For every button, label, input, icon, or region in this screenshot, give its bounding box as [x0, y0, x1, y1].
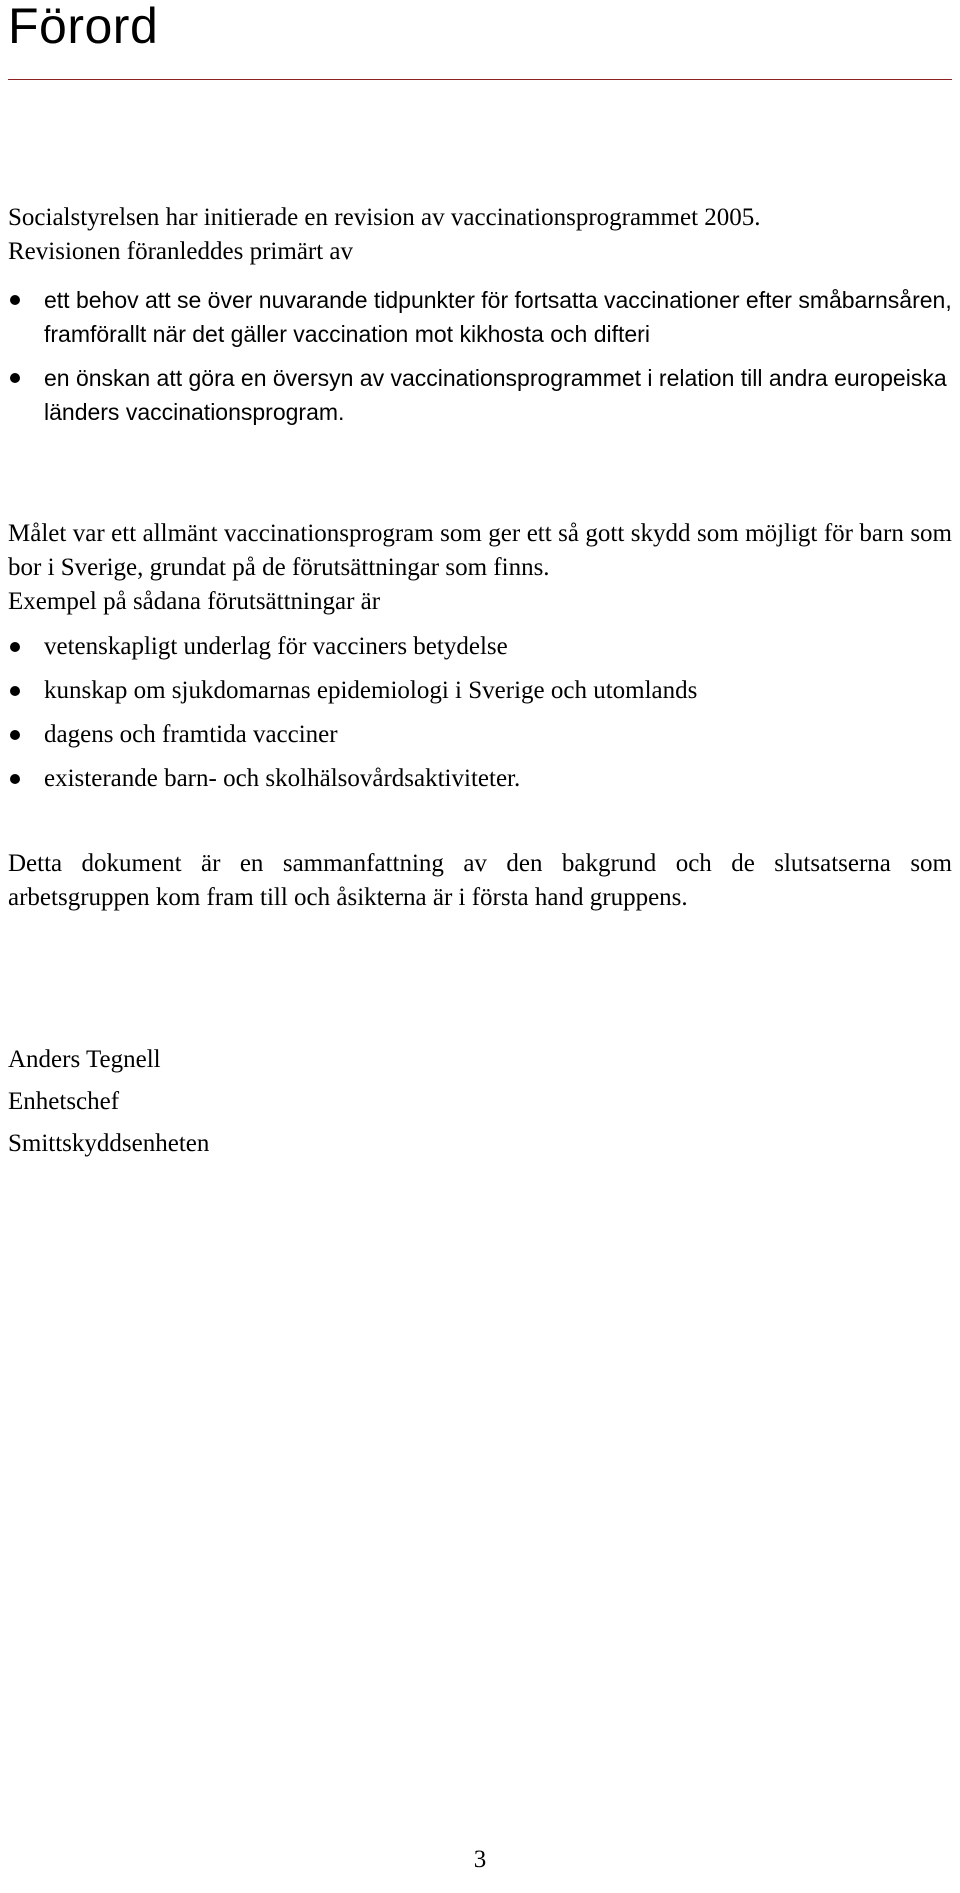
- list-item: [8, 762, 952, 796]
- list-item-text: en önskan att göra en översyn av vaccinationsprogrammet i relation till andra europeiska länders vaccinationsprogram.: [44, 365, 947, 425]
- signature-block: [8, 1039, 209, 1165]
- intro-line-1: Socialstyrelsen har initierade en revision av vaccinationsprogrammet 2005.: [8, 204, 761, 231]
- list-item: [8, 283, 952, 351]
- reasons-list: [8, 283, 952, 439]
- list-item: [8, 361, 952, 429]
- signature-unit: Smittskyddsenheten: [8, 1130, 210, 1157]
- summary-paragraph: Detta dokument är en sammanfattning av den bakgrund och de slutsatserna som arbetsgruppen kom fram till och åsikterna är i första hand gruppens.: [8, 850, 952, 911]
- goal-paragraph: [8, 517, 952, 619]
- conditions-intro: Exempel på sådana förutsättningar är: [8, 588, 381, 615]
- list-item: [8, 718, 952, 752]
- conditions-list: [8, 630, 952, 806]
- signature-title: Enhetschef: [8, 1088, 120, 1115]
- intro-paragraph: [8, 201, 952, 269]
- list-item-text: existerande barn- och skolhälsovårdsaktiviteter.: [44, 765, 521, 792]
- list-item: [8, 630, 952, 664]
- bullet-icon: [10, 774, 20, 784]
- goal-text: Målet var ett allmänt vaccinationsprogram som ger ett så gott skydd som möjligt för barn som bor i Sverige, grundat på de förutsättningar som finns.: [8, 520, 952, 581]
- list-item-text: ett behov att se över nuvarande tidpunkter för fortsatta vaccinationer efter småbarnsåren, framförallt när det gäller vaccination mot kikhosta och difteri: [44, 287, 952, 347]
- bullet-icon: [10, 686, 20, 696]
- signature-name: Anders Tegnell: [8, 1046, 161, 1073]
- bullet-icon: [10, 730, 20, 740]
- list-item-text: kunskap om sjukdomarnas epidemiologi i Sverige och utomlands: [44, 677, 698, 704]
- intro-line-2: Revisionen föranleddes primärt av: [8, 238, 354, 265]
- page-heading: Förord: [8, 0, 159, 54]
- list-item: [8, 674, 952, 708]
- bullet-icon: [10, 295, 20, 305]
- bullet-icon: [10, 373, 20, 383]
- bullet-icon: [10, 642, 20, 652]
- heading-divider: [8, 79, 952, 80]
- list-item-text: dagens och framtida vacciner: [44, 721, 338, 748]
- list-item-text: vetenskapligt underlag för vacciners betydelse: [44, 633, 508, 660]
- page-number: 3: [473, 1846, 487, 1873]
